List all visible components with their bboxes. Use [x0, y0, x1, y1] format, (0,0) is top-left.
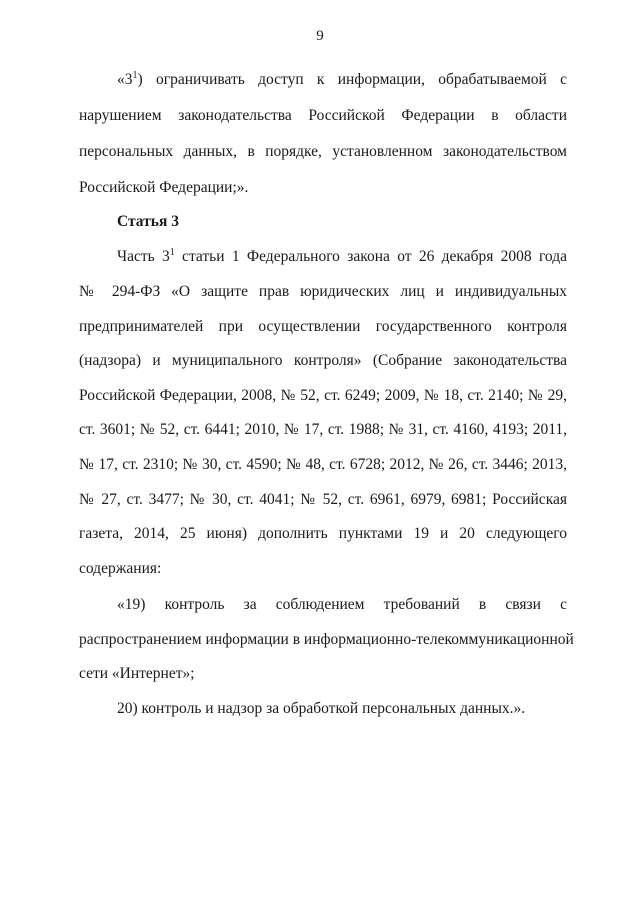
- paragraph-2-line-5: Российской Федерации, 2008, № 52, ст. 6249; 2009, № 18, ст. 2140; № 29,: [79, 387, 567, 404]
- paragraph-1-line-3: персональных данных, в порядке, установленном законодательством: [79, 143, 567, 160]
- paragraph-1-line-4: Российской Федерации;».: [79, 179, 249, 196]
- paragraph-1-line-1: «$3^1$) ограничивать доступ к информации, обрабатываемой с: [117, 70, 567, 88]
- paragraph-2-line-4: (надзора) и муниципального контроля» (Собрание законодательства: [79, 352, 567, 369]
- paragraph-2-line-6: ст. 3601; № 52, ст. 6441; 2010, № 17, ст. 1988; № 31, ст. 4160, 4193; 2011,: [79, 421, 567, 438]
- paragraph-4-line-1: 20) контроль и надзор за обработкой персональных данных.».: [117, 700, 526, 717]
- article-heading: Статья 3: [117, 213, 179, 230]
- paragraph-2-line-8: № 27, ст. 3477; № 30, ст. 4041; № 52, ст. 6961, 6979, 6981; Российская: [79, 491, 567, 508]
- paragraph-1-line-2: нарушением законодательства Российской Федерации в области: [79, 107, 567, 124]
- paragraph-2-line-3: предпринимателей при осуществлении государственного контроля: [79, 318, 567, 335]
- page-number: 9: [316, 28, 324, 44]
- paragraph-2-line-2: № 294-ФЗ «О защите прав юридических лиц и индивидуальных: [79, 283, 567, 300]
- paragraph-2-line-10: содержания:: [79, 560, 162, 577]
- paragraph-3-line-2: распространением информации в информационно-телекоммуникационной: [79, 631, 574, 648]
- paragraph-2-line-9: газета, 2014, 25 июня) дополнить пунктами 19 и 20 следующего: [79, 525, 567, 542]
- paragraph-3-line-1: «19) контроль за соблюдением требований в связи с: [117, 596, 567, 613]
- paragraph-2-line-7: № 17, ст. 2310; № 30, ст. 4590; № 48, ст. 6728; 2012, № 26, ст. 3446; 2013,: [79, 456, 567, 473]
- paragraph-3-line-3: сети «Интернет»;: [79, 665, 195, 682]
- paragraph-2-line-1: Часть $3^1$ статьи 1 Федерального закона от 26 декабря 2008 года: [117, 247, 568, 265]
